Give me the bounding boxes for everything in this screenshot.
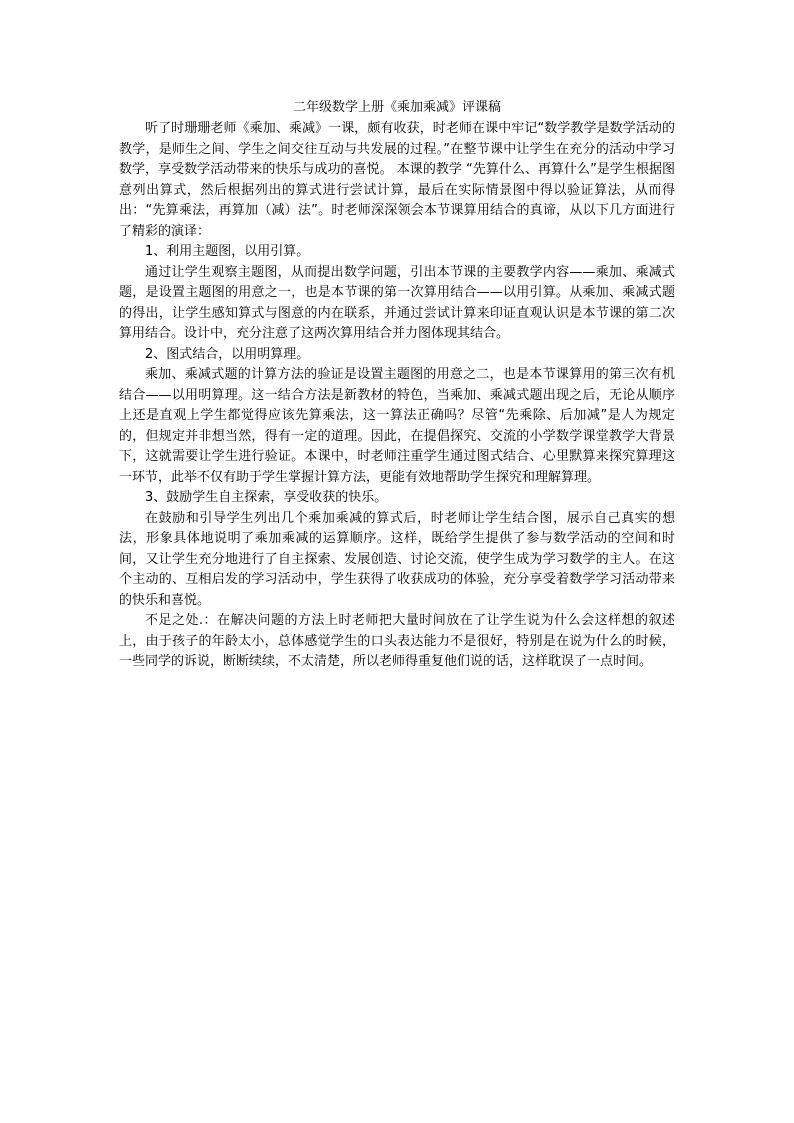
document-body <box>119 98 675 673</box>
section-heading-3: 3、鼓励学生自主探索，享受收获的快乐。 <box>145 490 388 505</box>
intro-paragraph: 听了时珊珊老师《乘加、乘减》一课，颇有收获，时老师在课中牢记“数学教学是数学活动的教学，是师生之间、学生之间交往互动与共发展的过程。”在整节课中让学生在充分的活动中学习数学，享受数学活动带来的快乐与成功的喜悦。 本课的教学 “先算什么、再算什么”是学生根据图意列出算式，然后根据列出的算式进行尝试计算，最后在实际情景图中得以验证算法，从而得出：“先算乘法，再算加（减）法”。时老师深深领会本节课算用结合的真谛，从以下几方面进行了精彩的演译： <box>119 121 675 239</box>
section-heading-1: 1、利用主题图，以用引算。 <box>145 244 310 259</box>
section-paragraph-2: 乘加、乘减式题的计算方法的验证是设置主题图的用意之二，也是本节课算用的第三次有机结合——以用明算理。这一结合方法是新教材的特色，当乘加、乘减式题出现之后，无论从顺序上还是直观上学生都觉得应该先算乘法，这一算法正确吗？尽管“先乘除、后加减”是人为规定的，但规定并非想当然，得有一定的道理。因此，在提倡探究、交流的小学数学课堂教学大背景下，这就需要让学生进行验证。本课中，时老师注重学生通过图式结合、心里默算来探究算理这一环节，此举不仅有助于学生掌握计算方法，更能有效地帮助学生探究和理解算理。 <box>119 367 675 485</box>
document-title: 二年级数学上册《乘加乘减》评课稿 <box>292 100 501 115</box>
shortcomings-paragraph: 不足之处.：在解决问题的方法上时老师把大量时间放在了让学生说为什么会这样想的叙述上，由于孩子的年龄太小，总体感觉学生的口头表达能力不是很好，特别是在说为什么的时候，一些同学的诉说，断断续续，不太清楚，所以老师得重复他们说的话，这样耽误了一点时间。 <box>119 613 675 669</box>
section-paragraph-3: 在鼓励和引导学生列出几个乘加乘减的算式后，时老师让学生结合图，展示自己真实的想法，形象具体地说明了乘加乘减的运算顺序。这样，既给学生提供了参与数学活动的空间和时间，又让学生充分地进行了自主探索、发展创造、讨论交流，使学生成为学习数学的主人。在这个主动的、互相启发的学习活动中，学生获得了收获成功的体验，充分享受着数学学习活动带来的快乐和喜悦。 <box>119 510 675 608</box>
section-heading-2: 2、图式结合，以用明算理。 <box>145 346 310 362</box>
section-paragraph-1: 通过让学生观察主题图，从而提出数学问题，引出本节课的主要教学内容——乘加、乘减式题，是设置主题图的用意之一，也是本节课的第一次算用结合——以用引算。从乘加、乘减式题的得出，让学生感知算式与图意的内在联系，并通过尝试计算来印证直观认识是本节课的第二次算用结合。设计中，充分注意了这两次算用结合并力图体现其结合。 <box>119 264 675 341</box>
